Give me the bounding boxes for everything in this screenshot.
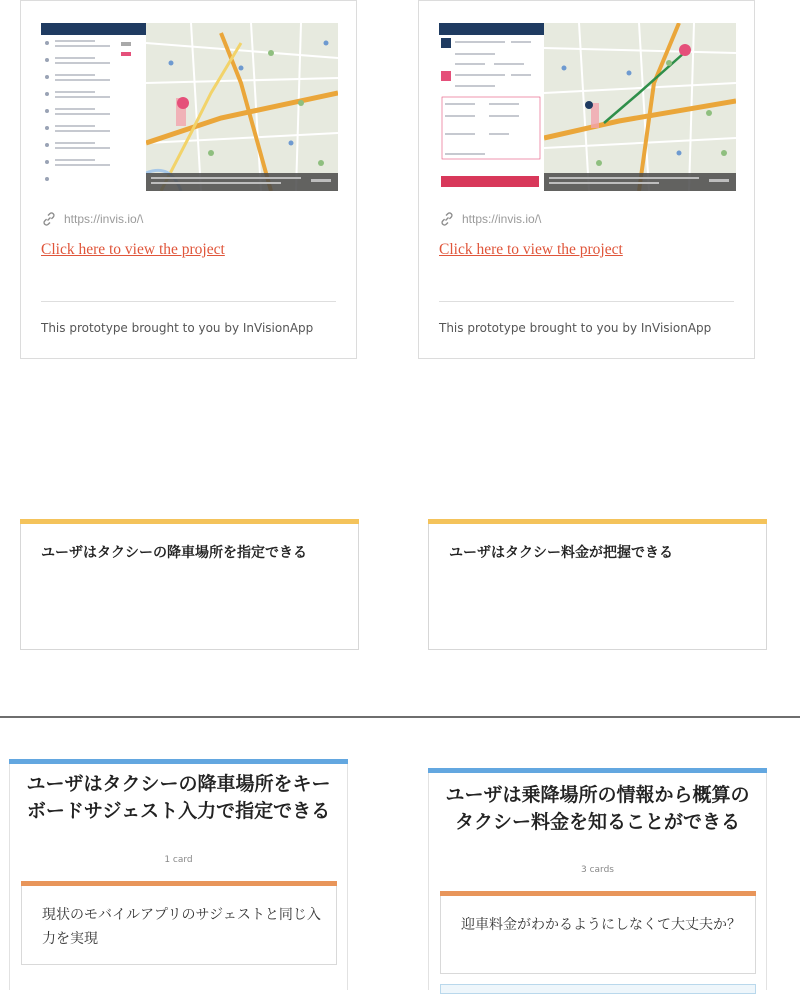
card-color-bar xyxy=(20,519,359,524)
story-color-bar xyxy=(9,759,348,764)
project-url-row xyxy=(439,210,541,228)
card-color-bar xyxy=(428,519,767,524)
map-thumbnail-image xyxy=(439,23,736,191)
section-divider xyxy=(0,716,800,718)
project-url-text[interactable]: https://invis.io/\ xyxy=(64,212,144,226)
sticky-card-2[interactable] xyxy=(428,519,767,650)
card-text: 現状のモバイルアプリのサジェストと同じ入力を実現 xyxy=(42,907,321,947)
divider xyxy=(41,301,336,302)
view-project-link[interactable]: Click here to view the project xyxy=(439,241,623,258)
card-count: 1 card xyxy=(164,855,193,865)
story-column-1[interactable] xyxy=(9,759,348,990)
prototype-thumbnail[interactable] xyxy=(439,23,736,191)
card-color-bar xyxy=(440,891,756,896)
view-project-link[interactable]: Click here to view the project xyxy=(41,241,225,258)
card-text: 迎車料金がわかるようにしなくて大丈夫か？ xyxy=(461,917,741,933)
story-column-2[interactable] xyxy=(428,768,767,990)
story-card[interactable] xyxy=(440,891,756,974)
story-color-bar xyxy=(428,768,767,773)
prototype-thumbnail[interactable] xyxy=(41,23,338,191)
story-card[interactable] xyxy=(21,881,337,965)
project-url-row xyxy=(41,210,143,228)
card-title: ユーザはタクシーの降車場所を指定できる xyxy=(41,545,307,561)
card-color-bar xyxy=(21,881,337,886)
card-count: 3 cards xyxy=(581,865,614,875)
story-title: ユーザはタクシーの降車場所をキーボードサジェスト入力で指定できる xyxy=(26,773,331,822)
card-title: ユーザはタクシー料金が把握できる xyxy=(449,545,673,561)
invision-embed-card-2 xyxy=(418,0,755,359)
story-title: ユーザは乗降場所の情報から概算のタクシー料金を知ることができる xyxy=(445,784,750,833)
prototype-credit: This prototype brought to you by InVisionApp xyxy=(439,321,712,335)
link-icon xyxy=(41,211,57,227)
map-thumbnail-image xyxy=(41,23,338,191)
sticky-card-1[interactable] xyxy=(20,519,359,650)
story-card-peek[interactable] xyxy=(440,984,756,994)
project-url-text[interactable]: https://invis.io/\ xyxy=(462,212,542,226)
link-icon xyxy=(439,211,455,227)
invision-embed-card-1 xyxy=(20,0,357,359)
prototype-credit: This prototype brought to you by InVisionApp xyxy=(41,321,314,335)
divider xyxy=(439,301,734,302)
